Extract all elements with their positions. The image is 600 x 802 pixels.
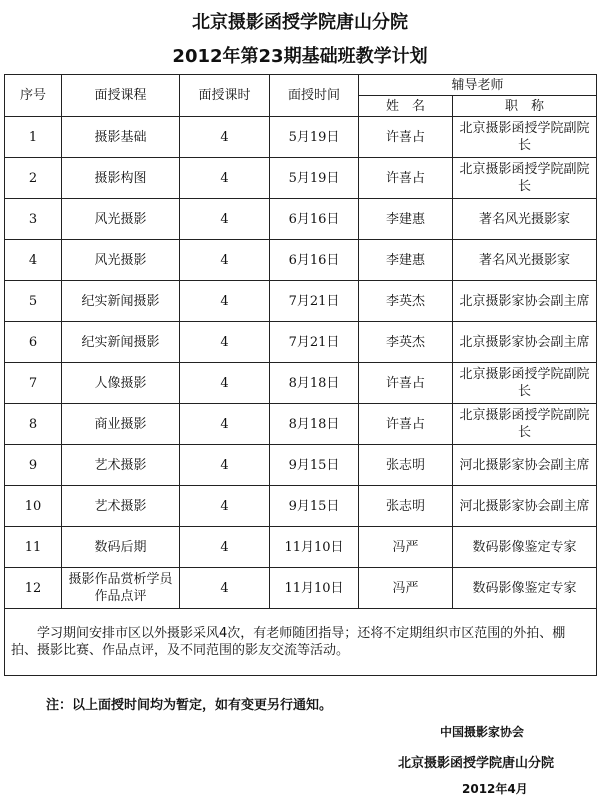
row-course: 人像摄影 <box>62 363 180 404</box>
row-time: 7月21日 <box>270 281 359 322</box>
row-time: 8月18日 <box>270 404 359 445</box>
row-course: 风光摄影 <box>62 199 180 240</box>
row-time: 9月15日 <box>270 445 359 486</box>
table-row <box>5 199 597 240</box>
row-course: 摄影作品赏析学员作品点评 <box>62 568 180 609</box>
row-num: 9 <box>5 445 62 486</box>
row-course: 摄影构图 <box>62 158 180 199</box>
row-tutor-rank: 河北摄影家协会副主席 <box>453 486 597 527</box>
row-num: 8 <box>5 404 62 445</box>
row-tutor-rank: 北京摄影函授学院副院长 <box>453 158 597 199</box>
row-tutor-name: 冯严 <box>359 568 453 609</box>
row-course: 纪实新闻摄影 <box>62 322 180 363</box>
footnote: 注：以上面授时间均为暂定，如有变更另行通知。 <box>46 698 333 713</box>
table-row <box>5 445 597 486</box>
row-tutor-name: 冯严 <box>359 527 453 568</box>
row-num: 11 <box>5 527 62 568</box>
row-time: 5月19日 <box>270 158 359 199</box>
table-note: 学习期间安排市区以外摄影采风4次，有老师随团指导；还将不定期组织市区范围的外拍、棚拍、摄影比赛、作品点评，及不同范围的影友交流等活动。 <box>5 609 597 676</box>
page-subtitle: 2012年第23期基础班教学计划 <box>172 46 428 67</box>
header-num: 序号 <box>5 75 62 117</box>
header-tutor-group: 辅导老师 <box>359 75 597 96</box>
row-tutor-rank: 河北摄影家协会副主席 <box>453 445 597 486</box>
table-row <box>5 486 597 527</box>
row-tutor-rank: 北京摄影家协会副主席 <box>453 322 597 363</box>
row-tutor-rank: 北京摄影函授学院副院长 <box>453 363 597 404</box>
table-row <box>5 527 597 568</box>
row-hours: 4 <box>180 527 270 568</box>
row-num: 12 <box>5 568 62 609</box>
row-hours: 4 <box>180 322 270 363</box>
row-num: 3 <box>5 199 62 240</box>
row-time: 11月10日 <box>270 568 359 609</box>
row-tutor-name: 李英杰 <box>359 322 453 363</box>
row-hours: 4 <box>180 117 270 158</box>
row-tutor-name: 许喜占 <box>359 117 453 158</box>
row-tutor-rank: 数码影像鉴定专家 <box>453 568 597 609</box>
row-time: 5月19日 <box>270 117 359 158</box>
row-course: 艺术摄影 <box>62 486 180 527</box>
header-name: 姓 名 <box>359 96 453 117</box>
row-tutor-rank: 北京摄影家协会副主席 <box>453 281 597 322</box>
row-time: 9月15日 <box>270 486 359 527</box>
row-tutor-name: 张志明 <box>359 445 453 486</box>
row-tutor-name: 张志明 <box>359 486 453 527</box>
table-row <box>5 404 597 445</box>
row-course: 风光摄影 <box>62 240 180 281</box>
table-row <box>5 158 597 199</box>
table-row <box>5 281 597 322</box>
header-course: 面授课程 <box>62 75 180 117</box>
table-row <box>5 322 597 363</box>
row-hours: 4 <box>180 363 270 404</box>
row-course: 纪实新闻摄影 <box>62 281 180 322</box>
row-num: 4 <box>5 240 62 281</box>
row-tutor-name: 李建惠 <box>359 199 453 240</box>
row-hours: 4 <box>180 240 270 281</box>
row-time: 7月21日 <box>270 322 359 363</box>
page-title: 北京摄影函授学院唐山分院 <box>192 12 408 33</box>
row-num: 1 <box>5 117 62 158</box>
row-hours: 4 <box>180 486 270 527</box>
row-time: 11月10日 <box>270 527 359 568</box>
row-num: 2 <box>5 158 62 199</box>
row-tutor-name: 许喜占 <box>359 158 453 199</box>
row-hours: 4 <box>180 199 270 240</box>
row-tutor-name: 许喜占 <box>359 363 453 404</box>
row-course: 摄影基础 <box>62 117 180 158</box>
table-row <box>5 117 597 158</box>
row-num: 10 <box>5 486 62 527</box>
row-course: 商业摄影 <box>62 404 180 445</box>
row-tutor-name: 许喜占 <box>359 404 453 445</box>
row-hours: 4 <box>180 445 270 486</box>
row-time: 6月16日 <box>270 240 359 281</box>
row-tutor-name: 李英杰 <box>359 281 453 322</box>
signature-org1: 中国摄影家协会 <box>440 725 525 739</box>
row-tutor-name: 李建惠 <box>359 240 453 281</box>
row-time: 6月16日 <box>270 199 359 240</box>
signature-org2: 北京摄影函授学院唐山分院 <box>398 756 555 771</box>
table-row <box>5 568 597 609</box>
header-rank: 职 称 <box>453 96 597 117</box>
header-hours: 面授课时 <box>180 75 270 117</box>
signature-date: 2012年4月 <box>462 782 528 796</box>
row-tutor-rank: 数码影像鉴定专家 <box>453 527 597 568</box>
table-row <box>5 363 597 404</box>
table-row <box>5 240 597 281</box>
row-num: 5 <box>5 281 62 322</box>
row-hours: 4 <box>180 158 270 199</box>
schedule-table <box>4 74 597 676</box>
header-time: 面授时间 <box>270 75 359 117</box>
row-course: 艺术摄影 <box>62 445 180 486</box>
row-hours: 4 <box>180 568 270 609</box>
row-tutor-rank: 北京摄影函授学院副院长 <box>453 404 597 445</box>
row-hours: 4 <box>180 281 270 322</box>
row-tutor-rank: 著名风光摄影家 <box>453 240 597 281</box>
row-tutor-rank: 著名风光摄影家 <box>453 199 597 240</box>
row-hours: 4 <box>180 404 270 445</box>
row-course: 数码后期 <box>62 527 180 568</box>
row-tutor-rank: 北京摄影函授学院副院长 <box>453 117 597 158</box>
row-time: 8月18日 <box>270 363 359 404</box>
row-num: 7 <box>5 363 62 404</box>
row-num: 6 <box>5 322 62 363</box>
